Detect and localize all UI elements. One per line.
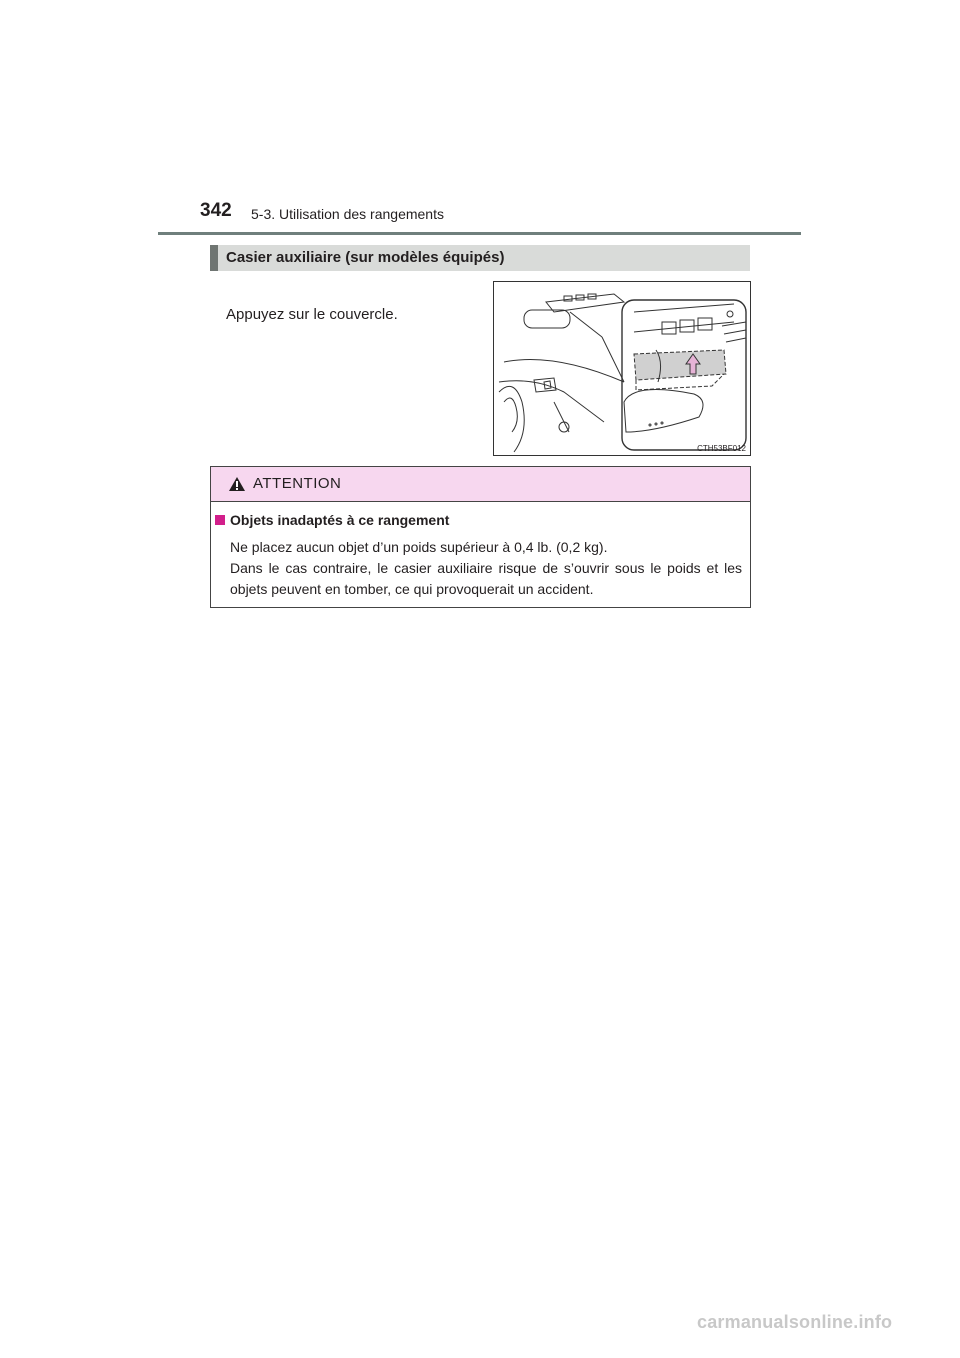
auxiliary-box-cover xyxy=(634,350,726,380)
bullet-square-icon xyxy=(215,515,225,525)
attention-title: ATTENTION xyxy=(253,475,342,492)
attention-item-label: Objets inadaptés à ce rangement xyxy=(230,512,450,528)
warning-triangle-icon xyxy=(228,476,246,497)
attention-header xyxy=(211,467,750,502)
overhead-console-drawing xyxy=(494,282,750,455)
rearview-mirror-shape xyxy=(524,310,570,328)
header-rule xyxy=(158,232,801,235)
attention-box xyxy=(210,466,751,608)
section-path: 5-3. Utilisation des rangements xyxy=(251,206,444,222)
page-number: 342 xyxy=(200,200,232,221)
attention-body xyxy=(230,537,742,600)
instruction-text: Appuyez sur le couvercle. xyxy=(226,306,398,323)
illustration-code: CTH53BF012 xyxy=(697,444,746,453)
section-heading: Casier auxiliaire (sur modèles équipés) xyxy=(210,245,750,271)
attention-body-line1: Ne placez aucun objet d’un poids supérieur à 0,4 lb. (0,2 kg). xyxy=(230,539,608,555)
watermark: carmanualsonline.info xyxy=(697,1312,893,1332)
attention-item-title xyxy=(215,512,449,528)
illustration-overhead-console xyxy=(493,281,751,456)
attention-body-line2: Dans le cas contraire, le casier auxiliaire risque de s’ouvrir sous le poids et les objets peuvent en tomber, ce qui provoquerait un accident. xyxy=(230,560,742,597)
